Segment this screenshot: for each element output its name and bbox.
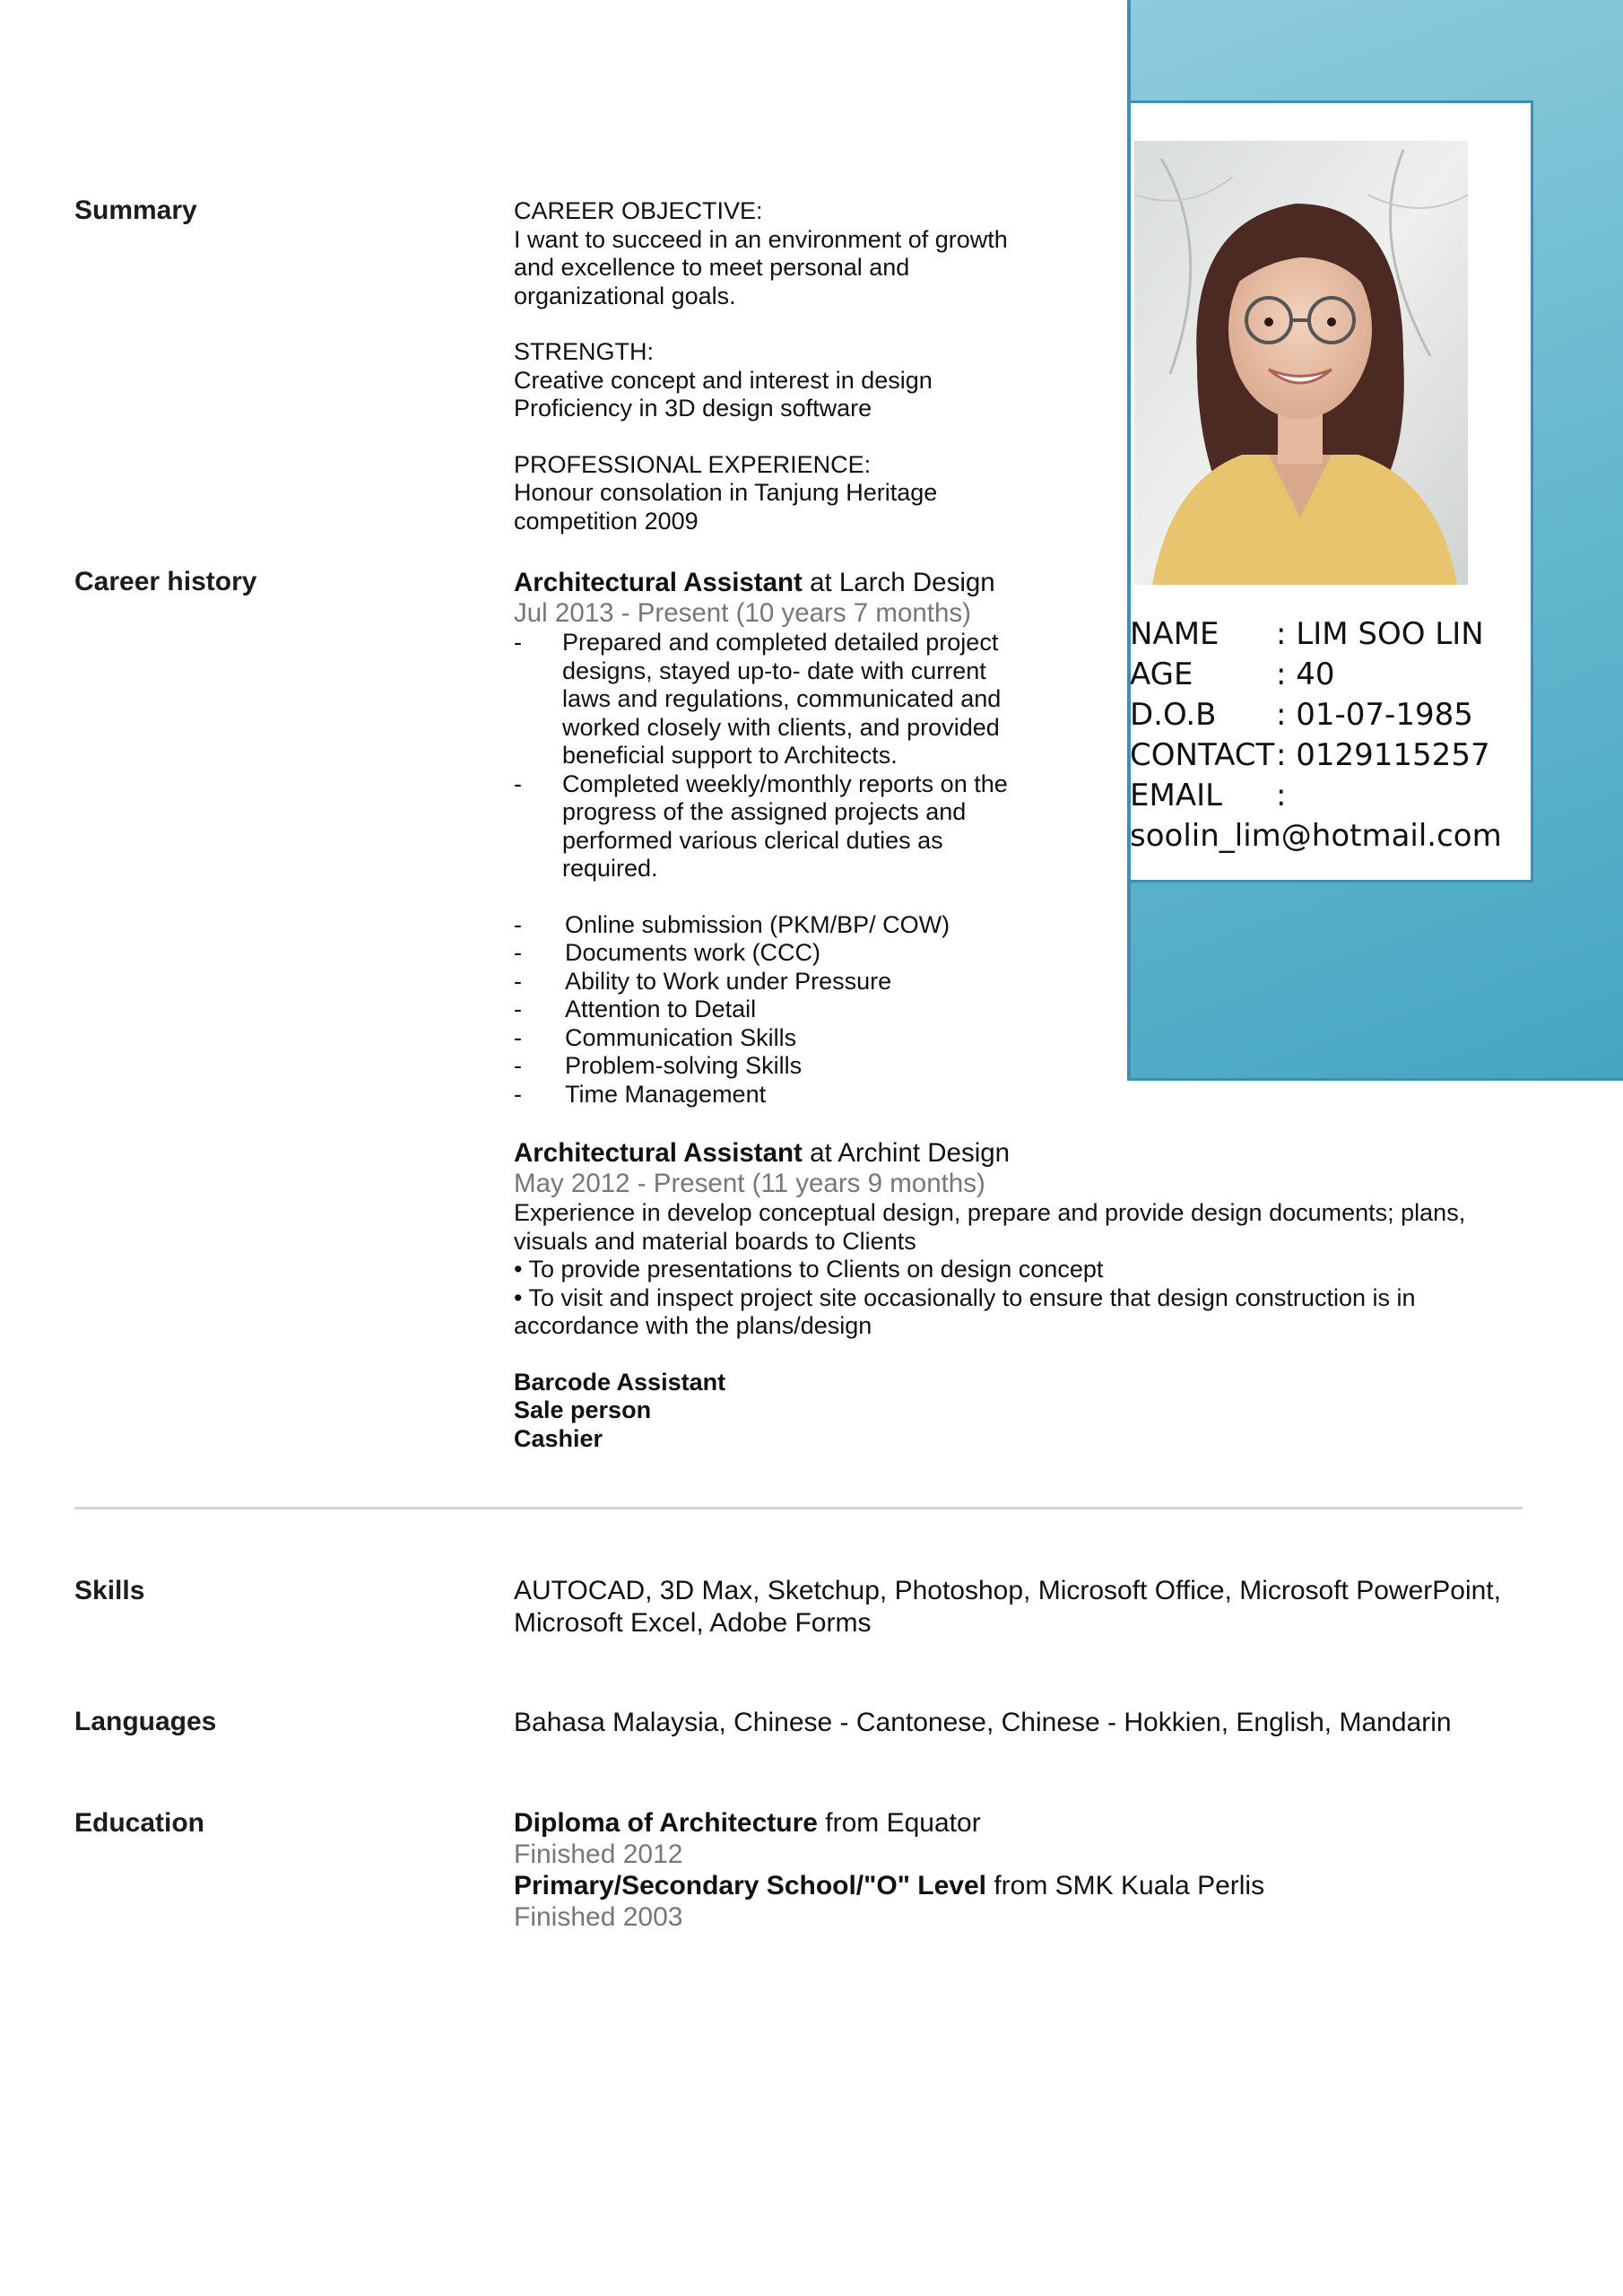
skill-text: Documents work (CCC)	[565, 939, 821, 966]
career-objective	[514, 197, 1070, 310]
education-finished: Finished 2012	[514, 1839, 683, 1869]
summary-section	[514, 197, 1070, 563]
education-title: Diploma of Architecture	[514, 1808, 818, 1838]
experience-line: Honour consolation in Tanjung Heritage	[514, 479, 938, 506]
bullet-line: Prepared and completed detailed project	[562, 629, 999, 656]
job-title	[514, 568, 1070, 598]
job-larch-design	[514, 568, 1070, 1109]
job-company: at Archint Design	[802, 1138, 1011, 1168]
job-role: Architectural Assistant	[514, 568, 803, 597]
email-colon: :	[1276, 778, 1287, 813]
skill-item	[514, 1052, 1070, 1081]
skill-text: Problem-solving Skills	[565, 1052, 803, 1079]
job-bullet	[514, 629, 1070, 770]
education-section	[514, 1807, 1536, 1933]
career-history-label: Career history	[74, 567, 257, 596]
languages-section	[514, 1707, 1536, 1739]
skills-label: Skills	[74, 1576, 145, 1605]
name-key: NAME	[1130, 616, 1219, 652]
strength-line: Creative concept and interest in design	[514, 366, 933, 394]
education-label: Education	[74, 1808, 205, 1838]
job-title	[514, 1138, 1536, 1169]
profile-details	[1130, 614, 1532, 857]
dob-key: D.O.B	[1130, 697, 1217, 733]
role-item: Sale person	[514, 1396, 652, 1423]
strength-heading: STRENGTH:	[514, 338, 655, 365]
email-row	[1130, 776, 1532, 816]
skill-item	[514, 911, 1070, 940]
languages-label: Languages	[74, 1707, 217, 1736]
skills-line: Microsoft Excel, Adobe Forms	[514, 1608, 872, 1638]
dash-marker: -	[514, 996, 522, 1022]
other-roles	[514, 1369, 1536, 1454]
experience-line: competition 2009	[514, 507, 699, 535]
skill-item	[514, 1081, 1070, 1109]
objective-heading: CAREER OBJECTIVE:	[514, 197, 763, 224]
age-value: : 40	[1276, 657, 1335, 692]
role-item: Barcode Assistant	[514, 1368, 726, 1396]
bullet-line: beneficial support to Architects.	[562, 742, 898, 769]
name-row	[1130, 614, 1532, 655]
objective-line: organizational goals.	[514, 282, 736, 309]
email-key: EMAIL	[1130, 778, 1223, 813]
dob-value: : 01-07-1985	[1276, 697, 1473, 733]
skill-text: Online submission (PKM/BP/ COW)	[565, 910, 950, 938]
job-archint-design	[514, 1138, 1536, 1453]
strength	[514, 338, 1070, 423]
professional-experience	[514, 451, 1070, 536]
job-bullet	[514, 770, 1070, 883]
email-address: soolin_lim@hotmail.com	[1130, 818, 1502, 854]
description-line: accordance with the plans/design	[514, 1312, 872, 1339]
description-line: visuals and material boards to Clients	[514, 1227, 916, 1255]
contact-value: : 0129115257	[1276, 737, 1490, 773]
skill-text: Time Management	[565, 1080, 767, 1108]
skill-text: Ability to Work under Pressure	[565, 967, 892, 995]
job-dates: Jul 2013 - Present (10 years 7 months)	[514, 598, 971, 628]
skill-item	[514, 968, 1070, 996]
job-company: at Larch Design	[802, 568, 995, 597]
dash-marker: -	[514, 770, 522, 797]
contact-row	[1130, 735, 1532, 776]
dash-marker: -	[514, 629, 522, 656]
summary-label: Summary	[74, 196, 197, 225]
age-row	[1130, 655, 1532, 695]
languages-text: Bahasa Malaysia, Chinese - Cantonese, Chinese - Hokkien, English, Mandarin	[514, 1708, 1452, 1737]
bullet-line: required.	[562, 855, 658, 882]
email-address-row	[1130, 816, 1532, 857]
skills-line: AUTOCAD, 3D Max, Sketchup, Photoshop, Microsoft Office, Microsoft PowerPoint,	[514, 1576, 1501, 1605]
bullet-line: worked closely with clients, and provided	[562, 713, 1000, 741]
dob-row	[1130, 695, 1532, 735]
bullet-line: performed various clerical duties as	[562, 826, 943, 854]
skill-item	[514, 996, 1070, 1024]
bullet-line: Completed weekly/monthly reports on the	[562, 770, 1008, 797]
skills-section	[514, 1575, 1536, 1639]
skill-text: Attention to Detail	[565, 996, 757, 1022]
skill-item	[514, 1024, 1070, 1053]
bullet-line: designs, stayed up-to- date with current	[562, 657, 986, 684]
section-divider	[74, 1507, 1523, 1509]
role-item: Cashier	[514, 1424, 603, 1452]
job-description	[514, 1199, 1536, 1341]
education-institution: from SMK Kuala Perlis	[985, 1871, 1265, 1900]
description-line: Experience in develop conceptual design, prepare and provide design documents; plans,	[514, 1199, 1466, 1226]
dash-marker: -	[514, 1080, 522, 1108]
job-dates: May 2012 - Present (11 years 9 months)	[514, 1169, 985, 1198]
education-institution: from Equator	[817, 1808, 981, 1838]
bullet-line: progress of the assigned projects and	[562, 798, 967, 825]
description-line: • To visit and inspect project site occasionally to ensure that design construction is in	[514, 1283, 1416, 1311]
objective-line: I want to succeed in an environment of growth	[514, 225, 1008, 253]
strength-line: Proficiency in 3D design software	[514, 395, 872, 422]
skill-item	[514, 939, 1070, 968]
job-skill-list	[514, 911, 1070, 1109]
experience-heading: PROFESSIONAL EXPERIENCE:	[514, 450, 872, 478]
education-entry	[514, 1870, 1536, 1901]
dash-marker: -	[514, 967, 522, 995]
profile-photo	[1134, 141, 1468, 585]
bullet-line: laws and regulations, communicated and	[562, 685, 1002, 712]
age-key: AGE	[1130, 657, 1193, 692]
dash-marker: -	[514, 910, 522, 938]
name-value: : LIM SOO LIN	[1276, 616, 1484, 652]
dash-marker: -	[514, 939, 522, 966]
education-title: Primary/Secondary School/"O" Level	[514, 1871, 986, 1900]
education-finished: Finished 2003	[514, 1902, 683, 1932]
education-entry	[514, 1807, 1536, 1839]
dash-marker: -	[514, 1052, 522, 1079]
job-role: Architectural Assistant	[514, 1138, 803, 1168]
dash-marker: -	[514, 1023, 522, 1051]
skill-text: Communication Skills	[565, 1023, 797, 1051]
objective-line: and excellence to meet personal and	[514, 254, 910, 281]
contact-key: CONTACT	[1130, 737, 1275, 773]
description-line: • To provide presentations to Clients on design concept	[514, 1256, 1104, 1283]
